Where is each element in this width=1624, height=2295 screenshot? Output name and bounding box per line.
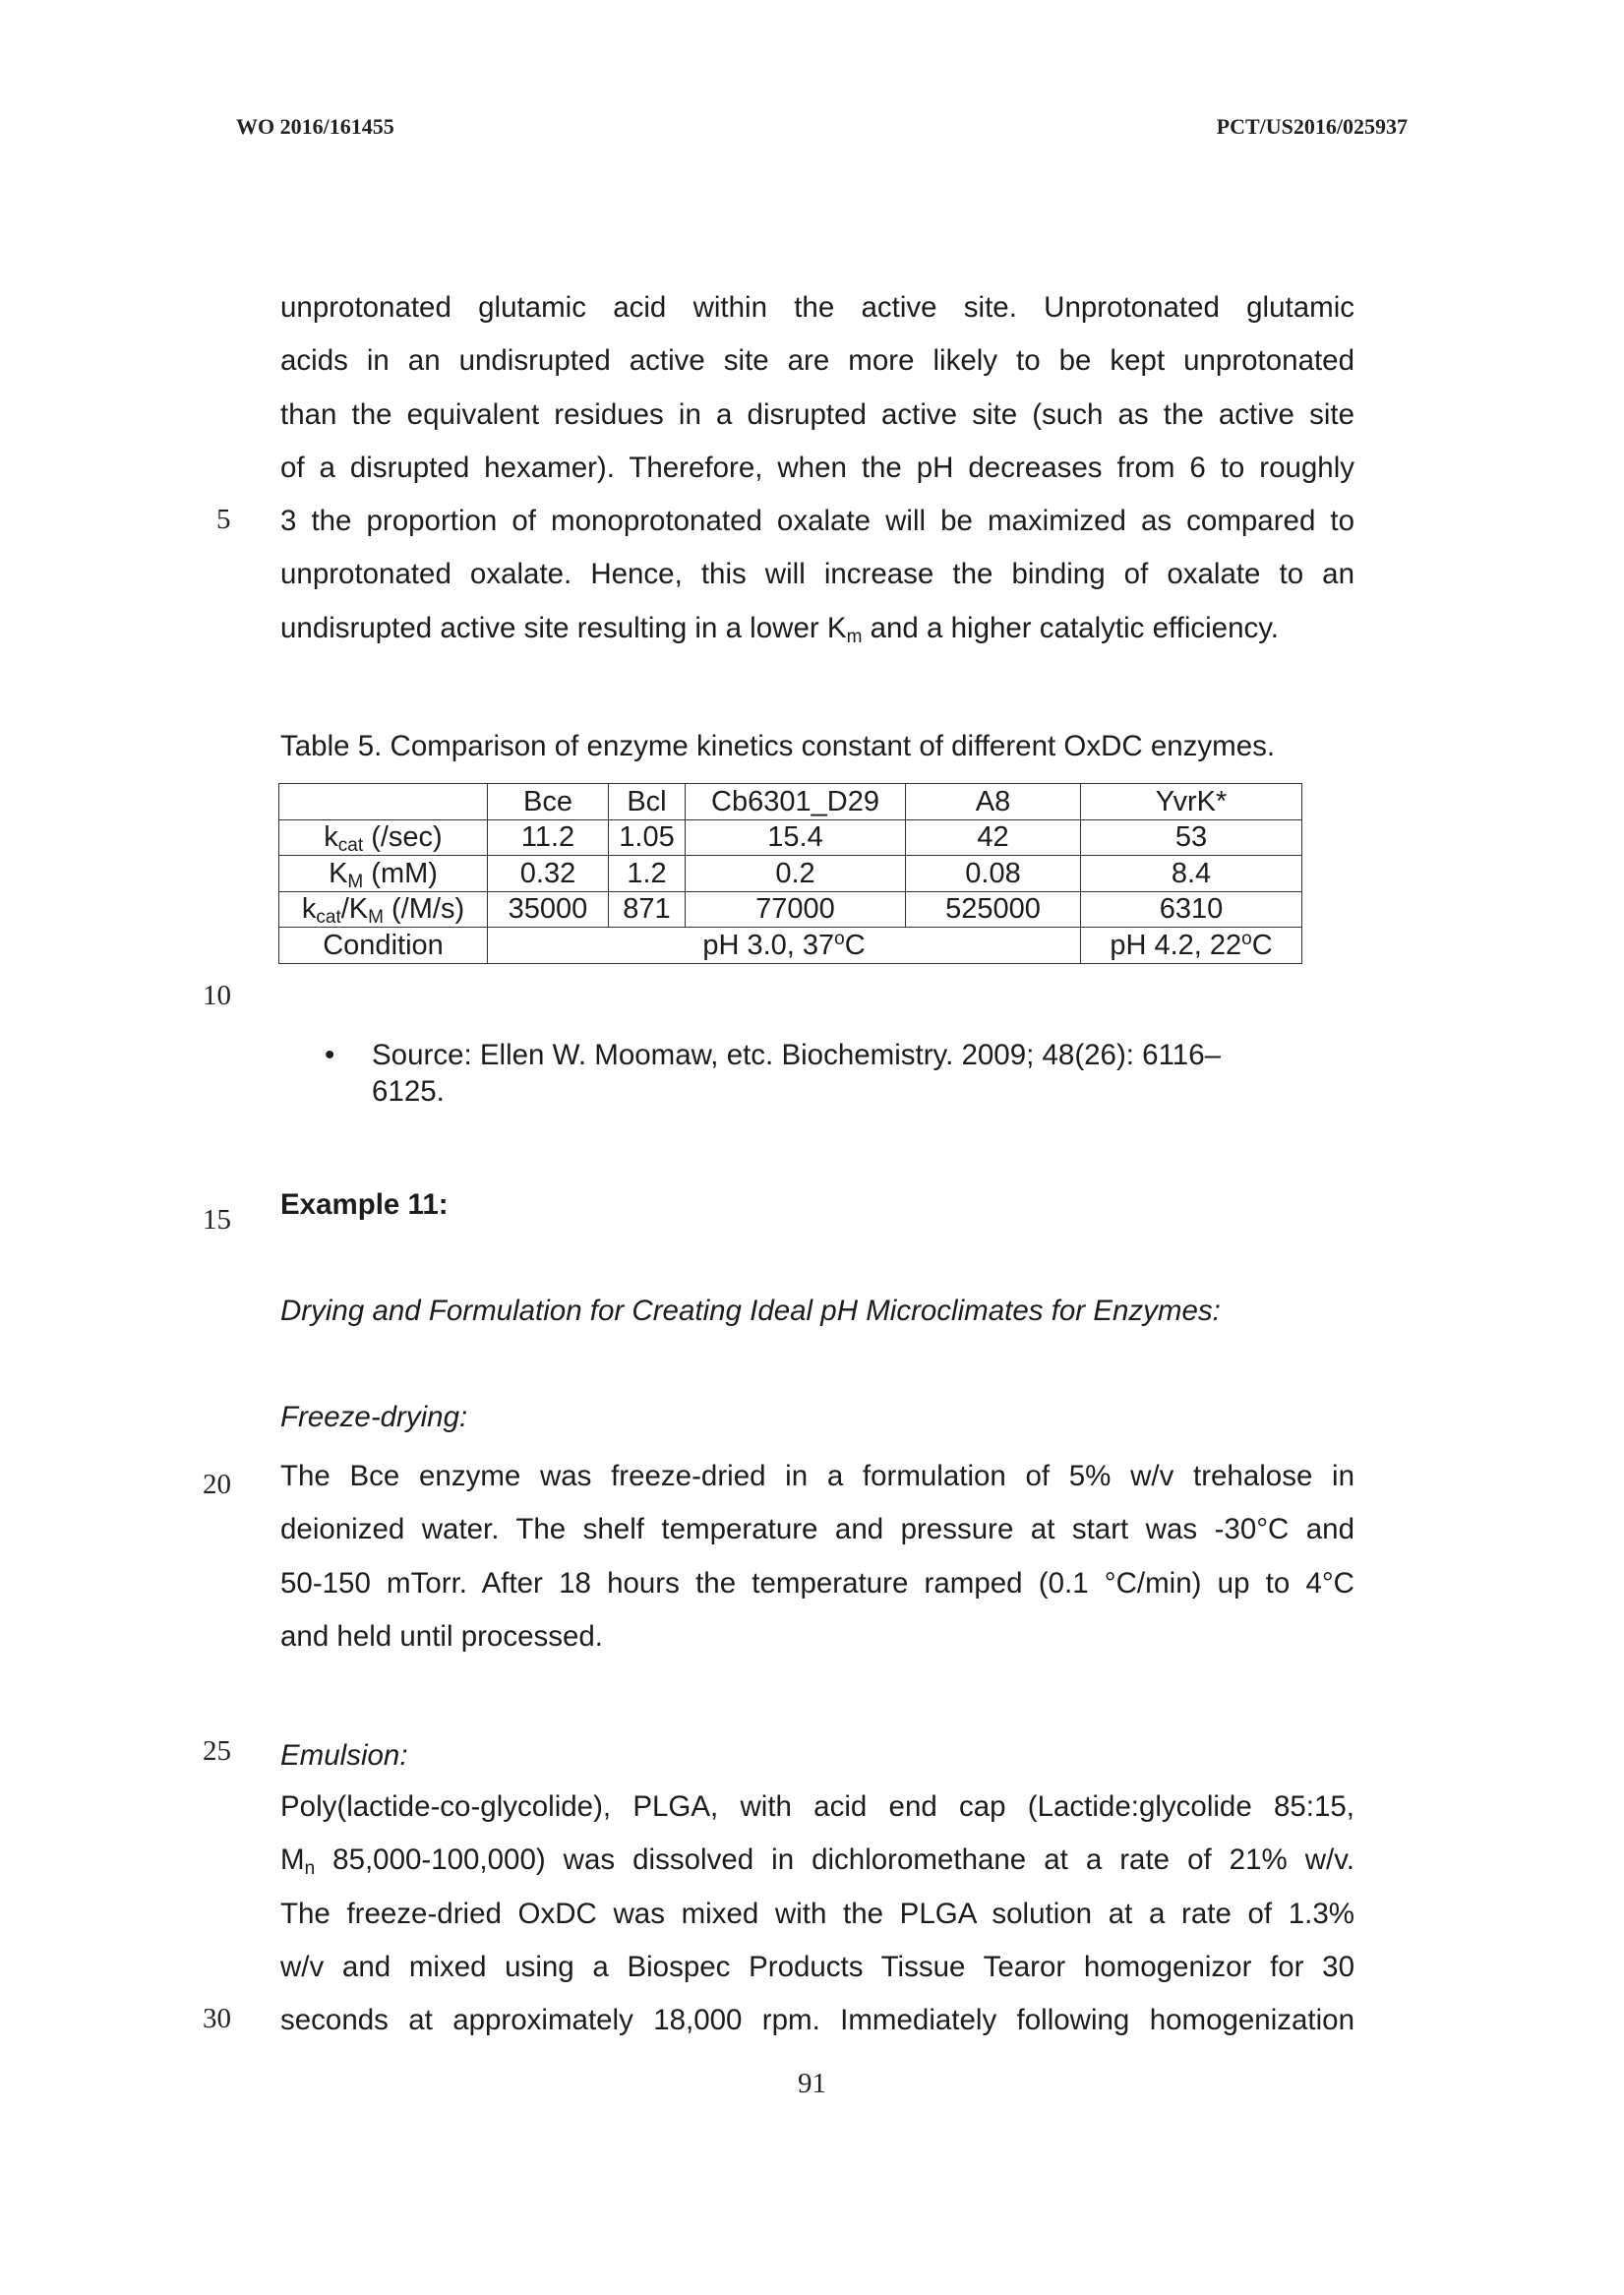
text-line: Poly(lactide-co-glycolide), PLGA, with acid end cap (Lactide:glycolide 85:15, [280, 1790, 1354, 1823]
text-line: than the equivalent residues in a disrupted active site (such as the active site [280, 397, 1354, 431]
example-title: Example 11: [280, 1188, 449, 1221]
source-line: Source: Ellen W. Moomaw, etc. Biochemistry. 2009; 48(26): 6116– [372, 1039, 1222, 1071]
table-cell: 8.4 [1081, 856, 1302, 892]
line-number: 10 [203, 980, 231, 1011]
page-header-left: WO 2016/161455 [236, 114, 394, 139]
text-line: w/v and mixed using a Biospec Products Tissue Tearor homogenizor for 30 [280, 1950, 1354, 1983]
table-cell: 871 [609, 891, 686, 928]
example-subtitle: Drying and Formulation for Creating Ideal pH Microclimates for Enzymes: [280, 1295, 1221, 1327]
line-number: 5 [216, 504, 231, 535]
table-row [279, 891, 1302, 928]
page-number: 91 [798, 2068, 826, 2099]
table-header-cell: A8 [906, 784, 1081, 820]
table-header-cell: Bce [488, 784, 609, 820]
paragraph-emulsion [280, 1781, 1354, 2047]
text-line: acids in an undisrupted active site are more likely to be kept unprotonated [280, 344, 1354, 378]
table-header-cell: Bcl [609, 784, 686, 820]
row-label-kcat: $k_{cat}$ (/sec) [279, 819, 488, 856]
table-row-condition [279, 928, 1302, 964]
line-number: 15 [203, 1204, 231, 1236]
text-line: 3 the proportion of monoprotonated oxalate will be maximized as compared to [280, 505, 1354, 538]
table-header-cell: Cb6301_D29 [686, 784, 906, 820]
text-line: $M_n$ 85,000-100,000) was dissolved in dichloromethane at a rate of 21% w/v. [280, 1843, 1354, 1880]
emulsion-heading: Emulsion: [280, 1739, 408, 1772]
table-cell: 15.4 [686, 819, 906, 856]
text-line: The freeze-dried OxDC was mixed with the PLGA solution at a rate of 1.3% [280, 1897, 1354, 1930]
table-row [279, 819, 1302, 856]
table-cell: 0.32 [488, 856, 609, 892]
paragraph-freeze-drying [280, 1450, 1354, 1663]
table-cell: 77000 [686, 891, 906, 928]
line-number: 20 [203, 1469, 231, 1500]
table-cell: 53 [1081, 819, 1302, 856]
table-header-cell [279, 784, 488, 820]
text-line: undisrupted active site resulting in a lower $K_m$ and a higher catalytic efficiency. [280, 611, 1280, 647]
bullet-icon: • [325, 1039, 335, 1071]
row-label-kcat-km: $k_{cat}/K_M$ (/M/s) [279, 891, 488, 928]
text-line: unprotonated oxalate. Hence, this will increase the binding of oxalate to an [280, 558, 1354, 591]
table-header-row [279, 784, 1302, 820]
source-line: 6125. [372, 1075, 445, 1108]
table-cell: 525000 [906, 891, 1081, 928]
freeze-drying-heading: Freeze-drying: [280, 1401, 468, 1433]
table-cell: 11.2 [488, 819, 609, 856]
table-cell: 0.2 [686, 856, 906, 892]
text-line: 50-150 mTorr. After 18 hours the temperature ramped (0.1 °C/min) up to 4°C [280, 1566, 1354, 1600]
text-line: The Bce enzyme was freeze-dried in a formulation of 5% w/v trehalose in [280, 1460, 1354, 1492]
table-cell: 35000 [488, 891, 609, 928]
table-cell: 6310 [1081, 891, 1302, 928]
text-line: and held until processed. [280, 1619, 604, 1653]
condition-cell-group-1: pH 3.0, 37$^o$C [488, 928, 1081, 964]
row-label-km: $K_M$ (mM) [279, 856, 488, 892]
text-line: of a disrupted hexamer). Therefore, when the pH decreases from 6 to roughly [280, 451, 1354, 484]
text-line: seconds at approximately 18,000 rpm. Immediately following homogenization [280, 2004, 1354, 2037]
table-cell: 0.08 [906, 856, 1081, 892]
table-cell: 1.2 [609, 856, 686, 892]
table-cell: 42 [906, 819, 1081, 856]
table-header-cell: YvrK* [1081, 784, 1302, 820]
line-number: 30 [203, 2003, 231, 2034]
row-label-condition: Condition [279, 928, 488, 964]
enzyme-kinetics-table [278, 783, 1302, 964]
table-cell: 1.05 [609, 819, 686, 856]
text-line: unprotonated glutamic acid within the active site. Unprotonated glutamic [280, 291, 1354, 324]
table-row [279, 856, 1302, 892]
condition-cell-group-2: pH 4.2, 22$^o$C [1081, 928, 1302, 964]
page-header-right: PCT/US2016/025937 [1216, 114, 1408, 139]
text-line: deionized water. The shelf temperature and pressure at start was -30°C and [280, 1513, 1354, 1546]
line-number: 25 [203, 1735, 231, 1767]
paragraph-active-site [280, 281, 1354, 655]
table-caption: Table 5. Comparison of enzyme kinetics constant of different OxDC enzymes. [280, 730, 1276, 762]
